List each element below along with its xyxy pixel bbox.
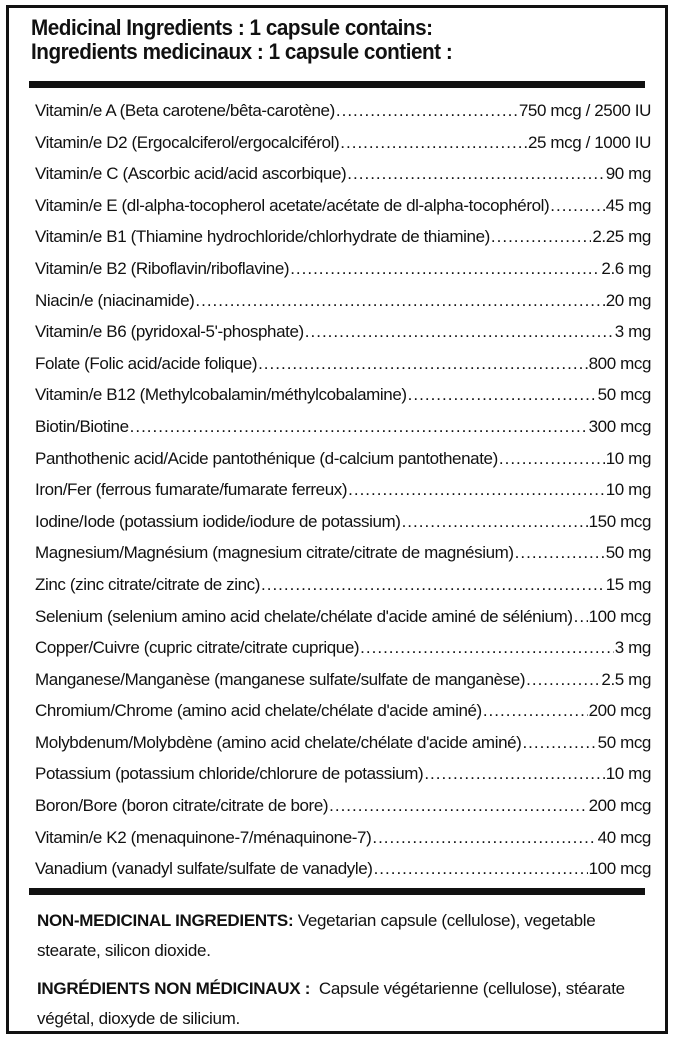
ingredient-row bbox=[35, 601, 651, 633]
ingredient-name: Chromium/Chrome (amino acid chelate/chélate d'acide aminé) bbox=[35, 701, 482, 721]
ingredient-row bbox=[35, 411, 651, 443]
non-medicinal-text-fr: Capsule végétarienne (cellulose), stéarate végétal, dioxyde de silicium. bbox=[37, 979, 630, 1028]
non-medicinal-heading-fr: INGRÉDIENTS NON MÉDICINAUX : bbox=[37, 979, 311, 998]
ingredient-name: Vitamin/e B12 (Methylcobalamin/méthylcobalamine) bbox=[35, 385, 407, 405]
ingredient-row bbox=[35, 822, 651, 854]
ingredient-amount: 300 mcg bbox=[588, 416, 651, 436]
dot-leader bbox=[574, 601, 588, 633]
ingredient-name: Iron/Fer (ferrous fumarate/fumarate ferreux) bbox=[35, 480, 348, 500]
ingredient-row bbox=[35, 348, 651, 380]
ingredient-amount: 25 mcg / 1000 IU bbox=[527, 132, 651, 152]
ingredient-name: Vitamin/e B1 (Thiamine hydrochloride/chlorhydrate de thiamine) bbox=[35, 227, 490, 247]
dot-leader bbox=[347, 158, 604, 190]
ingredient-row bbox=[35, 127, 651, 159]
ingredient-amount: 150 mcg bbox=[588, 511, 651, 531]
ingredient-name: Vitamin/e K2 (menaquinone-7/ménaquinone-7) bbox=[35, 827, 372, 847]
ingredient-row bbox=[35, 727, 651, 759]
ingredient-name: Zinc (zinc citrate/citrate de zinc) bbox=[35, 574, 261, 594]
ingredient-row bbox=[35, 443, 651, 475]
ingredient-amount: 3 mg bbox=[614, 638, 651, 658]
ingredient-amount: 50 mg bbox=[605, 543, 651, 563]
ingredient-row bbox=[35, 790, 651, 822]
ingredient-amount: 100 mcg bbox=[588, 606, 651, 626]
ingredient-name: Vitamin/e D2 (Ergocalciferol/ergocalciférol) bbox=[35, 132, 340, 152]
dot-leader bbox=[305, 316, 614, 348]
ingredient-row bbox=[35, 316, 651, 348]
dot-leader bbox=[340, 127, 527, 159]
dot-leader bbox=[290, 253, 600, 285]
top-divider bbox=[29, 81, 645, 88]
ingredient-name: Vitamin/e B6 (pyridoxal-5'-phosphate) bbox=[35, 322, 304, 342]
dot-leader bbox=[515, 537, 605, 569]
ingredient-name: Vitamin/e E (dl-alpha-tocopherol acetate/acétate de dl-alpha-tocophérol) bbox=[35, 195, 550, 215]
dot-leader bbox=[402, 506, 588, 538]
ingredient-row bbox=[35, 695, 651, 727]
ingredient-row bbox=[35, 506, 651, 538]
ingredient-name: Boron/Bore (boron citrate/citrate de bore) bbox=[35, 796, 329, 816]
ingredient-amount: 2.25 mg bbox=[592, 227, 651, 247]
ingredient-name: Niacin/e (niacinamide) bbox=[35, 290, 195, 310]
ingredient-row bbox=[35, 664, 651, 696]
ingredient-name: Selenium (selenium amino acid chelate/chélate d'acide aminé de sélénium) bbox=[35, 606, 573, 626]
panel-header bbox=[31, 16, 651, 64]
dot-leader bbox=[329, 790, 587, 822]
header-english: Medicinal Ingredients : 1 capsule contains: bbox=[31, 15, 433, 40]
ingredient-row bbox=[35, 569, 651, 601]
ingredient-amount: 50 mcg bbox=[597, 732, 651, 752]
ingredient-row bbox=[35, 253, 651, 285]
dot-leader bbox=[360, 632, 614, 664]
ingredient-name: Copper/Cuivre (cupric citrate/citrate cuprique) bbox=[35, 638, 360, 658]
dot-leader bbox=[195, 285, 604, 317]
ingredient-amount: 2.5 mg bbox=[601, 669, 651, 689]
ingredient-row bbox=[35, 379, 651, 411]
ingredient-amount: 2.6 mg bbox=[601, 258, 651, 278]
ingredient-name: Vitamin/e C (Ascorbic acid/acid ascorbique) bbox=[35, 164, 347, 184]
ingredient-amount: 40 mcg bbox=[597, 827, 651, 847]
dot-leader bbox=[550, 190, 604, 222]
supplement-facts-panel bbox=[6, 5, 668, 1034]
ingredient-name: Vitamin/e B2 (Riboflavin/riboflavine) bbox=[35, 258, 290, 278]
ingredient-name: Biotin/Biotine bbox=[35, 416, 129, 436]
ingredient-name: Manganese/Manganèse (manganese sulfate/sulfate de manganèse) bbox=[35, 669, 526, 689]
dot-leader bbox=[130, 411, 588, 443]
dot-leader bbox=[374, 853, 588, 885]
ingredient-amount: 10 mg bbox=[605, 448, 651, 468]
dot-leader bbox=[522, 727, 596, 759]
ingredient-name: Potassium (potassium chloride/chlorure de potassium) bbox=[35, 764, 424, 784]
dot-leader bbox=[336, 95, 518, 127]
non-medicinal-heading-en: NON-MEDICINAL INGREDIENTS: bbox=[37, 911, 294, 930]
ingredient-amount: 100 mcg bbox=[588, 859, 651, 879]
dot-leader bbox=[526, 664, 600, 696]
ingredient-row bbox=[35, 474, 651, 506]
dot-leader bbox=[483, 695, 588, 727]
ingredient-amount: 200 mcg bbox=[588, 796, 651, 816]
ingredient-row bbox=[35, 221, 651, 253]
ingredient-row bbox=[35, 853, 651, 885]
ingredient-amount: 3 mg bbox=[614, 322, 651, 342]
dot-leader bbox=[348, 474, 605, 506]
dot-leader bbox=[408, 379, 597, 411]
ingredient-row bbox=[35, 285, 651, 317]
ingredient-amount: 15 mg bbox=[605, 574, 651, 594]
ingredient-name: Vanadium (vanadyl sulfate/sulfate de vanadyle) bbox=[35, 859, 373, 879]
non-medicinal-text-en: Vegetarian capsule (cellulose), vegetable stearate, silicon dioxide. bbox=[37, 911, 596, 960]
dot-leader bbox=[424, 758, 604, 790]
ingredient-name: Magnesium/Magnésium (magnesium citrate/citrate de magnésium) bbox=[35, 543, 514, 563]
bottom-divider bbox=[29, 888, 645, 895]
ingredient-amount: 45 mg bbox=[605, 195, 651, 215]
dot-leader bbox=[499, 443, 605, 475]
header-french: Ingredients medicinaux : 1 capsule contient : bbox=[31, 39, 453, 64]
ingredient-name: Iodine/Iode (potassium iodide/iodure de potassium) bbox=[35, 511, 401, 531]
non-medicinal-english bbox=[37, 906, 647, 966]
ingredient-amount: 10 mg bbox=[605, 764, 651, 784]
dot-leader bbox=[258, 348, 588, 380]
ingredient-name: Vitamin/e A (Beta carotene/bêta-carotène) bbox=[35, 101, 335, 120]
non-medicinal-section bbox=[37, 906, 647, 1042]
ingredient-name: Panthothenic acid/Acide pantothénique (d-calcium pantothenate) bbox=[35, 448, 498, 468]
ingredient-row bbox=[35, 632, 651, 664]
ingredient-amount: 200 mcg bbox=[588, 701, 651, 721]
ingredient-row bbox=[35, 537, 651, 569]
medicinal-ingredients-list bbox=[35, 95, 651, 885]
dot-leader bbox=[491, 221, 591, 253]
ingredient-name: Folate (Folic acid/acide folique) bbox=[35, 353, 258, 373]
ingredient-amount: 20 mg bbox=[605, 290, 651, 310]
ingredient-row bbox=[35, 95, 651, 127]
ingredient-name: Molybdenum/Molybdène (amino acid chelate/chélate d'acide aminé) bbox=[35, 732, 522, 752]
dot-leader bbox=[261, 569, 605, 601]
ingredient-amount: 800 mcg bbox=[588, 353, 651, 373]
non-medicinal-french bbox=[37, 974, 647, 1034]
dot-leader bbox=[372, 822, 596, 854]
ingredient-amount: 90 mg bbox=[605, 164, 651, 184]
ingredient-amount: 10 mg bbox=[605, 480, 651, 500]
ingredient-row bbox=[35, 758, 651, 790]
ingredient-row bbox=[35, 158, 651, 190]
ingredient-row bbox=[35, 190, 651, 222]
ingredient-amount: 50 mcg bbox=[597, 385, 651, 405]
ingredient-amount: 750 mcg / 2500 IU bbox=[518, 101, 651, 120]
